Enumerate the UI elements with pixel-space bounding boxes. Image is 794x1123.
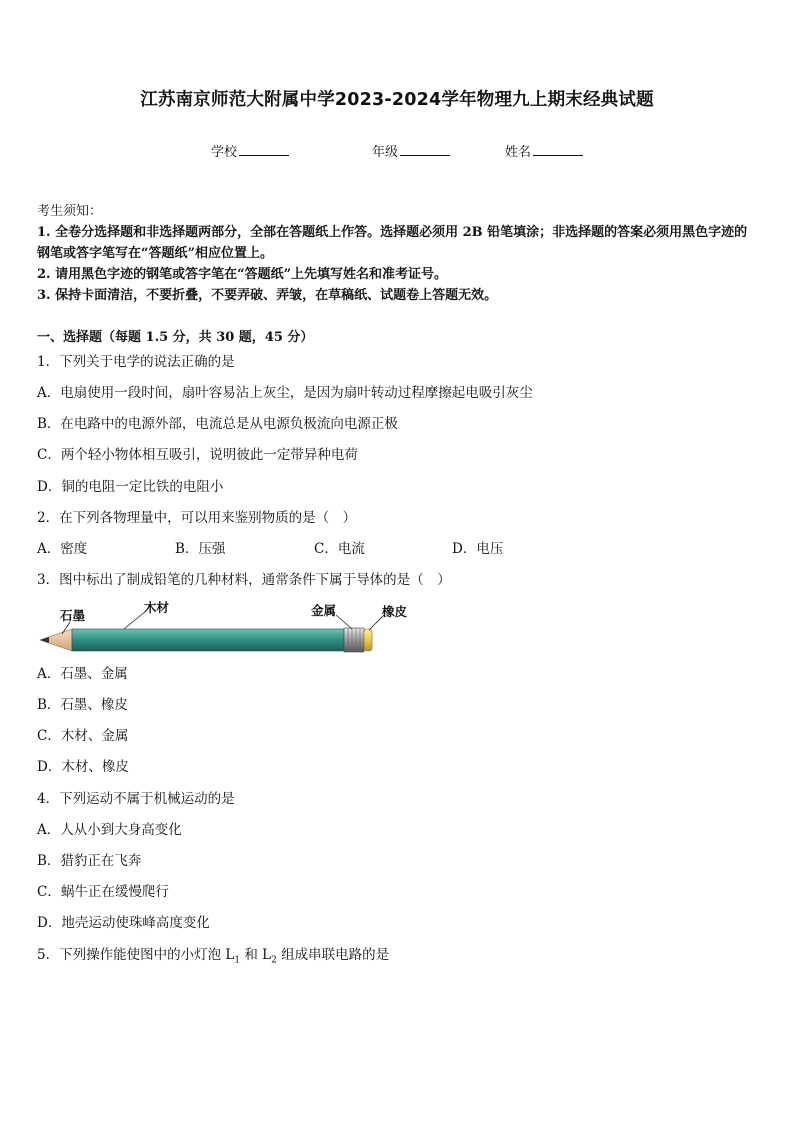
section-heading: 一、选择题（每题 1.5 分，共 30 题，45 分） (37, 330, 314, 345)
school-blank[interactable] (239, 143, 289, 156)
name-field (505, 141, 583, 160)
q5-stem-post: 组成串联电路的是 (276, 947, 390, 963)
grade-blank[interactable] (400, 143, 450, 156)
q1-stem: 1．下列关于电学的说法正确的是 (37, 354, 235, 370)
notice-item-2: 2. 请用黑色字迹的钢笔或答字笔在“答题纸”上先填写姓名和准考证号。 (37, 267, 448, 282)
q5-stem-pre: 5．下列操作能使图中的小灯泡 L (37, 947, 235, 963)
q3-option-d: D．木材、橡皮 (37, 759, 129, 775)
label-eraser: 橡皮 (382, 604, 408, 619)
q2-option-b: B．压强 (175, 541, 226, 557)
q1-option-a: A．电扇使用一段时间，扇叶容易沾上灰尘，是因为扇叶转动过程摩擦起电吸引灰尘 (37, 385, 533, 401)
notice-item-3: 3. 保持卡面清洁，不要折叠，不要弄破、弄皱，在草稿纸、试题卷上答题无效。 (37, 288, 498, 303)
q2-stem: 2．在下列各物理量中，可以用来鉴别物质的是（ ） (37, 510, 357, 526)
q4-option-a: A．人从小到大身高变化 (37, 822, 182, 838)
pencil-illustration (36, 598, 416, 658)
q5-sub-2: 2 (271, 955, 277, 966)
q2-option-c: C．电流 (314, 541, 365, 557)
notice-heading: 考生须知： (37, 204, 103, 219)
grade-label: 年级 (372, 145, 399, 160)
grade-field (372, 141, 450, 160)
school-field (211, 141, 289, 160)
school-label: 学校 (211, 145, 238, 160)
q1-option-b: B．在电路中的电源外部，电流总是从电源负极流向电源正极 (37, 416, 398, 432)
q4-option-d: D．地壳运动使珠峰高度变化 (37, 915, 210, 931)
q3-option-a: A．石墨、金属 (37, 666, 128, 682)
label-wood: 木材 (144, 600, 170, 615)
q4-option-b: B．猎豹正在飞奔 (37, 853, 142, 869)
notice-item-1: 1. 全卷分选择题和非选择题两部分，全部在答题纸上作答。选择题必须用 2B 铅笔填涂；非选择题的答案必须用黑色字迹的钢笔或答字笔写在“答题纸”相应位置上。 (37, 225, 748, 261)
q1-option-d: D．铜的电阻一定比铁的电阻小 (37, 479, 224, 495)
q3-option-c: C．木材、金属 (37, 728, 129, 744)
q3-option-b: B．石墨、橡皮 (37, 697, 128, 713)
q5-stem-mid: 和 L (240, 947, 272, 963)
q5-stem (37, 945, 389, 971)
name-label: 姓名 (505, 145, 532, 160)
q1-option-c: C．两个轻小物体相互吸引，说明彼此一定带异种电荷 (37, 447, 358, 463)
q3-stem: 3．图中标出了制成铅笔的几种材料，通常条件下属于导体的是（ ） (37, 572, 451, 588)
q4-option-c: C．蜗牛正在缓慢爬行 (37, 884, 169, 900)
name-blank[interactable] (533, 143, 583, 156)
label-graphite: 石墨 (60, 608, 86, 623)
q2-option-d: D．电压 (452, 541, 504, 557)
q4-stem: 4．下列运动不属于机械运动的是 (37, 791, 235, 807)
q2-option-a: A．密度 (37, 541, 88, 557)
q5-sub-1: 1 (234, 955, 241, 966)
pencil-figure (36, 598, 416, 658)
page-title: 江苏南京师范大附属中学2023-2024学年物理九上期末经典试题 (140, 90, 654, 110)
label-metal: 金属 (311, 603, 337, 618)
